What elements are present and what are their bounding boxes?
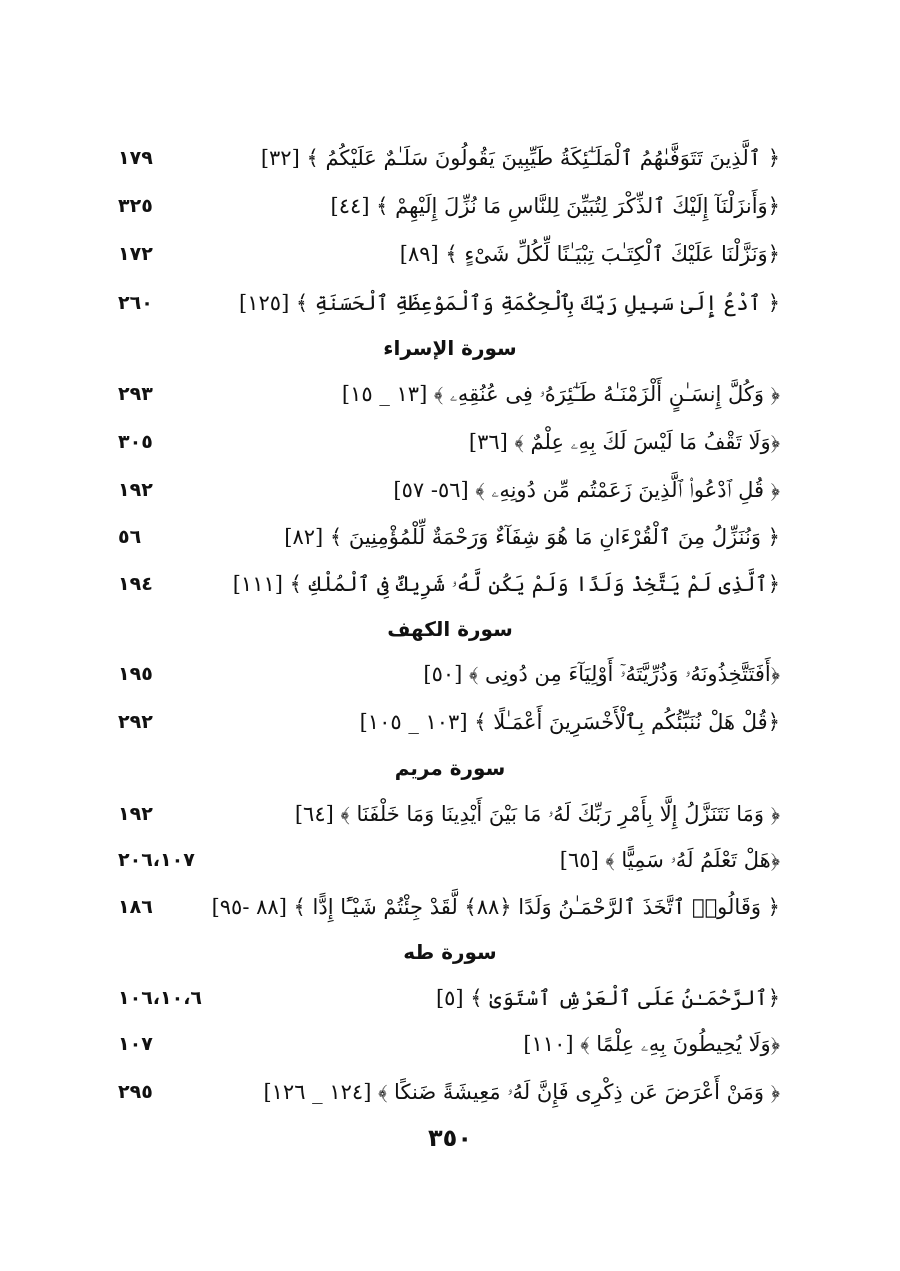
- verse-text: ﴿ وَقَالُوا۟ ٱتَّخَذَ ٱلرَّحْمَـٰنُ وَلَدًا ﴿٨٨﴾ لَّقَدْ جِئْتُمْ شَيْـًٔا إِدًّا ﴾ [٨٨ -٩٥]: [211, 895, 780, 919]
- verse-entry: [118, 517, 780, 557]
- page-reference: ٢٩٢: [118, 711, 153, 733]
- verse-text: ﴿ وَكُلَّ إِنسَـٰنٍ أَلْزَمْنَـٰهُ طَـٰٓئِرَهُۥ فِى عُنُقِهِۦ ﴾ [١٣ _ ١٥]: [341, 382, 780, 406]
- page-reference: ١٠٦،١٠،٦: [118, 987, 203, 1009]
- verse-entry: [118, 1072, 780, 1112]
- surah-heading: سورة مريم: [394, 756, 506, 780]
- page-reference: ٣٠٥: [118, 431, 153, 453]
- page-reference: ٢٩٣: [118, 383, 153, 405]
- page-reference: ١٩٥: [118, 663, 153, 685]
- verse-entry: [118, 654, 780, 694]
- verse-entry: [118, 702, 780, 742]
- page-reference: ١٧٩: [118, 147, 153, 169]
- verse-text: ﴿قُلْ هَلْ نُنَبِّئُكُم بِٱلْأَخْسَرِينَ أَعْمَـٰلًا ﴾ [١٠٣ _ ١٠٥]: [359, 710, 780, 734]
- verse-text: ﴿وَأَنزَلْنَآ إِلَيْكَ ٱلذِّكْرَ لِتُبَيِّنَ لِلنَّاسِ مَا نُزِّلَ إِلَيْهِمْ ﴾ [٤٤]: [330, 194, 780, 218]
- page-reference: ١٨٦: [118, 896, 153, 918]
- surah-heading: سورة الإسراء: [383, 336, 517, 360]
- verse-text: ﴿ وَمَا نَتَنَزَّلُ إِلَّا بِأَمْرِ رَبِّكَ لَهُۥ مَا بَيْنَ أَيْدِينَا وَمَا خَلْفَنَا ﴾ [٦٤]: [294, 802, 780, 826]
- surah-heading: سورة الكهف: [387, 617, 513, 641]
- verse-text: ﴿وَلَا يُحِيطُونَ بِهِۦ عِلْمًا ﴾ [١١٠]: [523, 1032, 780, 1056]
- page-reference: ٣٢٥: [118, 195, 153, 217]
- verse-entry: [118, 1024, 780, 1064]
- verse-entry: [118, 794, 780, 834]
- verse-entry: [118, 840, 780, 880]
- surah-heading: سورة طه: [403, 940, 497, 964]
- page-number: ٣٥٠: [428, 1124, 472, 1152]
- page-reference: ١٩٢: [118, 803, 153, 825]
- verse-text: ﴿ وَمَنْ أَعْرَضَ عَن ذِكْرِى فَإِنَّ لَهُۥ مَعِيشَةً ضَنكًا ﴾ [١٢٤ _ ١٢٦]: [263, 1080, 780, 1104]
- verse-text: ﴿وَنَزَّلْنَا عَلَيْكَ ٱلْكِتَـٰبَ تِبْيَـٰنًا لِّكُلِّ شَىْءٍ ﴾ [٨٩]: [399, 242, 780, 266]
- page-reference: ٢٦٠: [118, 292, 153, 314]
- page-reference: ١٧٢: [118, 243, 153, 265]
- verse-text: ﴿وَلَا تَقْفُ مَا لَيْسَ لَكَ بِهِۦ عِلْمٌ ﴾ [٣٦]: [468, 430, 780, 454]
- page-reference: ١٩٤: [118, 573, 153, 595]
- page-reference: ١٩٢: [118, 479, 153, 501]
- verse-entry: [118, 374, 780, 414]
- verse-entry: [118, 234, 780, 274]
- page-reference: ٥٦: [118, 526, 142, 548]
- verse-entry: [118, 564, 780, 604]
- verse-entry: [118, 283, 780, 323]
- verse-text: ﴿ ٱدْعُ إِلَىٰ سَبِيلِ رَبِّكَ بِٱلْحِكْمَةِ وَٱلْمَوْعِظَةِ ٱلْحَسَنَةِ ﴾ [١٢٥]: [239, 291, 780, 315]
- verse-entry: [118, 470, 780, 510]
- page-reference: ٢٠٦،١٠٧: [118, 849, 195, 871]
- verse-entry: [118, 887, 780, 927]
- verse-text: ﴿ٱلرَّحْمَـٰنُ عَلَى ٱلْعَرْشِ ٱسْتَوَىٰ ﴾ [٥]: [435, 986, 780, 1010]
- page-reference: ٢٩٥: [118, 1081, 153, 1103]
- verse-text: ﴿أَفَتَتَّخِذُونَهُۥ وَذُرِّيَّتَهُۥٓ أَوْلِيَآءَ مِن دُونِى ﴾ [٥٠]: [423, 662, 780, 686]
- verse-entry: [118, 978, 780, 1018]
- verse-text: ﴿ قُلِ ٱدْعُوا۟ ٱلَّذِينَ زَعَمْتُم مِّن دُونِهِۦ ﴾ [٥٦- ٥٧]: [393, 478, 780, 502]
- verse-text: ﴿ ٱلَّذِينَ تَتَوَفَّىٰهُمُ ٱلْمَلَـٰٓئِكَةُ طَيِّبِينَ يَقُولُونَ سَلَـٰمٌ عَلَيْكُمُ ﴾ [٣٢]: [260, 146, 780, 170]
- verse-text: ﴿ٱلَّذِى لَمْ يَتَّخِذْ وَلَدًا وَلَمْ يَكُن لَّهُۥ شَرِيكٌ فِى ٱلْمُلْكِ ﴾ [١١١]: [232, 572, 780, 596]
- verse-text: ﴿هَلْ تَعْلَمُ لَهُۥ سَمِيًّا ﴾ [٦٥]: [559, 848, 780, 872]
- verse-text: ﴿ وَنُنَزِّلُ مِنَ ٱلْقُرْءَانِ مَا هُوَ شِفَآءٌ وَرَحْمَةٌ لِّلْمُؤْمِنِينَ ﴾ [٨٢]: [284, 525, 780, 549]
- verse-entry: [118, 138, 780, 178]
- verse-entry: [118, 422, 780, 462]
- verse-entry: [118, 186, 780, 226]
- page-reference: ١٠٧: [118, 1033, 153, 1055]
